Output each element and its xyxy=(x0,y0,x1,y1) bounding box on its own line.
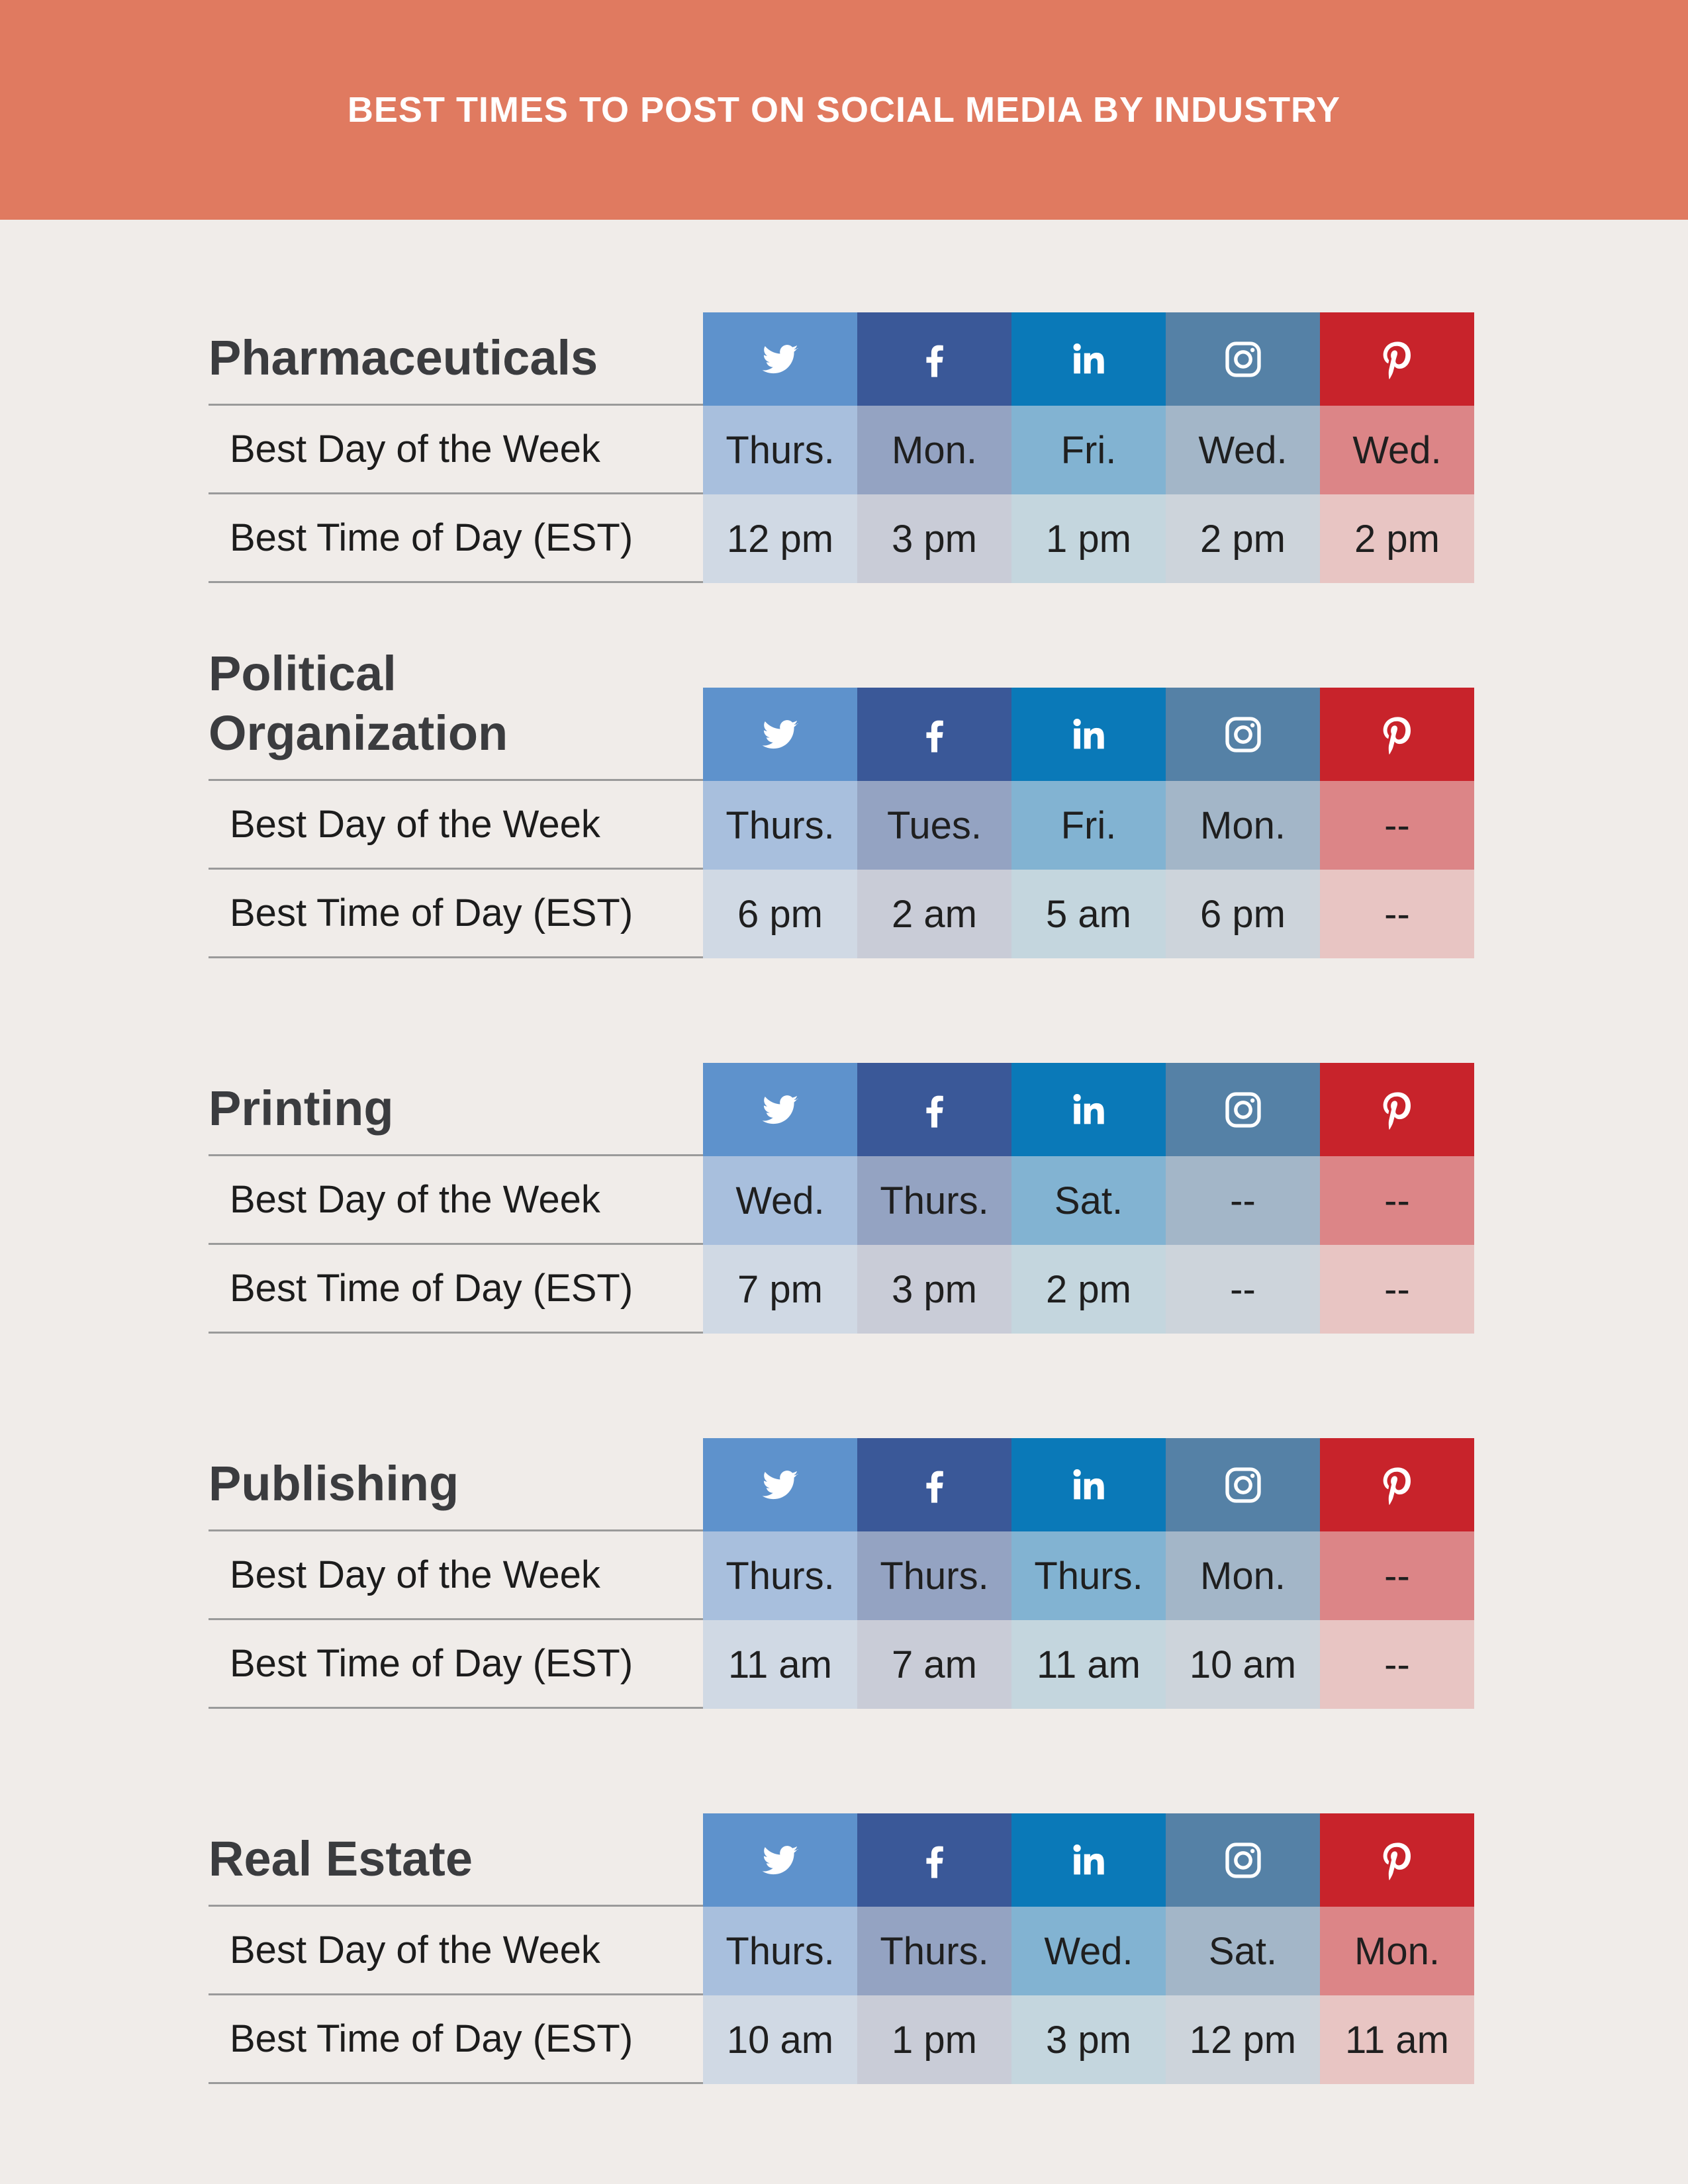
pinterest-best-time: 11 am xyxy=(1320,1995,1474,2084)
instagram-best-time: 10 am xyxy=(1166,1620,1320,1709)
pinterest-icon xyxy=(1376,713,1419,756)
twitter-best-day: Wed. xyxy=(703,1156,857,1245)
instagram-best-day: Mon. xyxy=(1166,781,1320,870)
instagram-icon xyxy=(1222,338,1264,381)
twitter-icon xyxy=(759,1839,802,1882)
instagram-best-time: 2 pm xyxy=(1166,494,1320,583)
linkedin-header xyxy=(1011,1063,1166,1156)
linkedin-best-time: 1 pm xyxy=(1011,494,1166,583)
pinterest-icon xyxy=(1376,338,1419,381)
instagram-icon xyxy=(1222,1089,1264,1131)
industry-section-printing xyxy=(209,1063,1474,1334)
facebook-icon xyxy=(914,1464,956,1506)
instagram-icon xyxy=(1222,1839,1264,1882)
best-time-label: Best Time of Day (EST) xyxy=(209,1620,703,1709)
pinterest-header xyxy=(1320,1813,1474,1907)
linkedin-icon xyxy=(1068,713,1110,756)
facebook-best-time: 1 pm xyxy=(857,1995,1011,2084)
facebook-best-day: Thurs. xyxy=(857,1156,1011,1245)
linkedin-best-day: Fri. xyxy=(1011,781,1166,870)
facebook-best-time: 2 am xyxy=(857,870,1011,958)
facebook-icon xyxy=(914,713,956,756)
best-day-label: Best Day of the Week xyxy=(209,1907,703,1995)
twitter-best-day: Thurs. xyxy=(703,406,857,494)
facebook-icon xyxy=(914,1089,956,1131)
twitter-best-time: 6 pm xyxy=(703,870,857,958)
pinterest-header xyxy=(1320,312,1474,406)
pinterest-best-time: -- xyxy=(1320,1620,1474,1709)
facebook-header xyxy=(857,1813,1011,1907)
industry-section-political-organization xyxy=(209,646,1474,959)
twitter-best-time: 11 am xyxy=(703,1620,857,1709)
best-day-label: Best Day of the Week xyxy=(209,1531,703,1620)
facebook-best-time: 3 pm xyxy=(857,494,1011,583)
linkedin-best-time: 11 am xyxy=(1011,1620,1166,1709)
pinterest-best-time: -- xyxy=(1320,870,1474,958)
instagram-best-day: Wed. xyxy=(1166,406,1320,494)
best-day-label: Best Day of the Week xyxy=(209,406,703,494)
best-day-label: Best Day of the Week xyxy=(209,1156,703,1245)
best-time-label: Best Time of Day (EST) xyxy=(209,494,703,583)
pinterest-best-day: -- xyxy=(1320,1156,1474,1245)
facebook-header xyxy=(857,1063,1011,1156)
instagram-best-day: Mon. xyxy=(1166,1531,1320,1620)
pinterest-best-day: Mon. xyxy=(1320,1907,1474,1995)
twitter-header xyxy=(703,312,857,406)
linkedin-icon xyxy=(1068,1089,1110,1131)
page-title: BEST TIMES TO POST ON SOCIAL MEDIA BY INDUSTRY xyxy=(347,90,1341,130)
industry-section-publishing xyxy=(209,1438,1474,1709)
instagram-best-time: -- xyxy=(1166,1245,1320,1334)
facebook-best-time: 3 pm xyxy=(857,1245,1011,1334)
twitter-best-day: Thurs. xyxy=(703,781,857,870)
industry-section-pharmaceuticals xyxy=(209,312,1474,584)
linkedin-best-time: 3 pm xyxy=(1011,1995,1166,2084)
facebook-header xyxy=(857,312,1011,406)
twitter-header xyxy=(703,1438,857,1531)
linkedin-header xyxy=(1011,688,1166,781)
industry-title: Real Estate xyxy=(209,1813,703,1907)
linkedin-icon xyxy=(1068,1839,1110,1882)
linkedin-best-time: 2 pm xyxy=(1011,1245,1166,1334)
facebook-header xyxy=(857,1438,1011,1531)
instagram-best-time: 6 pm xyxy=(1166,870,1320,958)
facebook-header xyxy=(857,688,1011,781)
twitter-best-time: 10 am xyxy=(703,1995,857,2084)
twitter-best-time: 7 pm xyxy=(703,1245,857,1334)
linkedin-header xyxy=(1011,1813,1166,1907)
linkedin-best-day: Thurs. xyxy=(1011,1531,1166,1620)
best-time-label: Best Time of Day (EST) xyxy=(209,1995,703,2084)
instagram-icon xyxy=(1222,1464,1264,1506)
twitter-header xyxy=(703,688,857,781)
twitter-best-time: 12 pm xyxy=(703,494,857,583)
best-time-label: Best Time of Day (EST) xyxy=(209,870,703,958)
instagram-header xyxy=(1166,1813,1320,1907)
twitter-best-day: Thurs. xyxy=(703,1907,857,1995)
linkedin-best-day: Fri. xyxy=(1011,406,1166,494)
facebook-icon xyxy=(914,1839,956,1882)
instagram-header xyxy=(1166,688,1320,781)
facebook-best-day: Thurs. xyxy=(857,1907,1011,1995)
twitter-icon xyxy=(759,1089,802,1131)
instagram-best-day: -- xyxy=(1166,1156,1320,1245)
pinterest-best-time: 2 pm xyxy=(1320,494,1474,583)
linkedin-best-time: 5 am xyxy=(1011,870,1166,958)
industry-title: Publishing xyxy=(209,1438,703,1531)
instagram-icon xyxy=(1222,713,1264,756)
instagram-best-time: 12 pm xyxy=(1166,1995,1320,2084)
linkedin-best-day: Sat. xyxy=(1011,1156,1166,1245)
twitter-icon xyxy=(759,713,802,756)
linkedin-best-day: Wed. xyxy=(1011,1907,1166,1995)
linkedin-icon xyxy=(1068,1464,1110,1506)
header-banner xyxy=(0,0,1688,220)
instagram-header xyxy=(1166,1063,1320,1156)
industry-title: Political Organization xyxy=(209,688,703,781)
pinterest-best-day: Wed. xyxy=(1320,406,1474,494)
pinterest-icon xyxy=(1376,1464,1419,1506)
twitter-header xyxy=(703,1063,857,1156)
linkedin-header xyxy=(1011,1438,1166,1531)
facebook-best-time: 7 am xyxy=(857,1620,1011,1709)
instagram-header xyxy=(1166,1438,1320,1531)
pinterest-best-time: -- xyxy=(1320,1245,1474,1334)
industry-title: Printing xyxy=(209,1063,703,1156)
pinterest-best-day: -- xyxy=(1320,1531,1474,1620)
linkedin-header xyxy=(1011,312,1166,406)
facebook-best-day: Thurs. xyxy=(857,1531,1011,1620)
instagram-header xyxy=(1166,312,1320,406)
pinterest-icon xyxy=(1376,1089,1419,1131)
industry-title: Pharmaceuticals xyxy=(209,312,703,406)
pinterest-header xyxy=(1320,688,1474,781)
twitter-icon xyxy=(759,1464,802,1506)
pinterest-best-day: -- xyxy=(1320,781,1474,870)
best-day-label: Best Day of the Week xyxy=(209,781,703,870)
facebook-best-day: Tues. xyxy=(857,781,1011,870)
instagram-best-day: Sat. xyxy=(1166,1907,1320,1995)
twitter-best-day: Thurs. xyxy=(703,1531,857,1620)
facebook-icon xyxy=(914,338,956,381)
pinterest-icon xyxy=(1376,1839,1419,1882)
facebook-best-day: Mon. xyxy=(857,406,1011,494)
industry-section-real-estate xyxy=(209,1813,1474,2085)
linkedin-icon xyxy=(1068,338,1110,381)
best-time-label: Best Time of Day (EST) xyxy=(209,1245,703,1334)
twitter-header xyxy=(703,1813,857,1907)
twitter-icon xyxy=(759,338,802,381)
pinterest-header xyxy=(1320,1063,1474,1156)
pinterest-header xyxy=(1320,1438,1474,1531)
